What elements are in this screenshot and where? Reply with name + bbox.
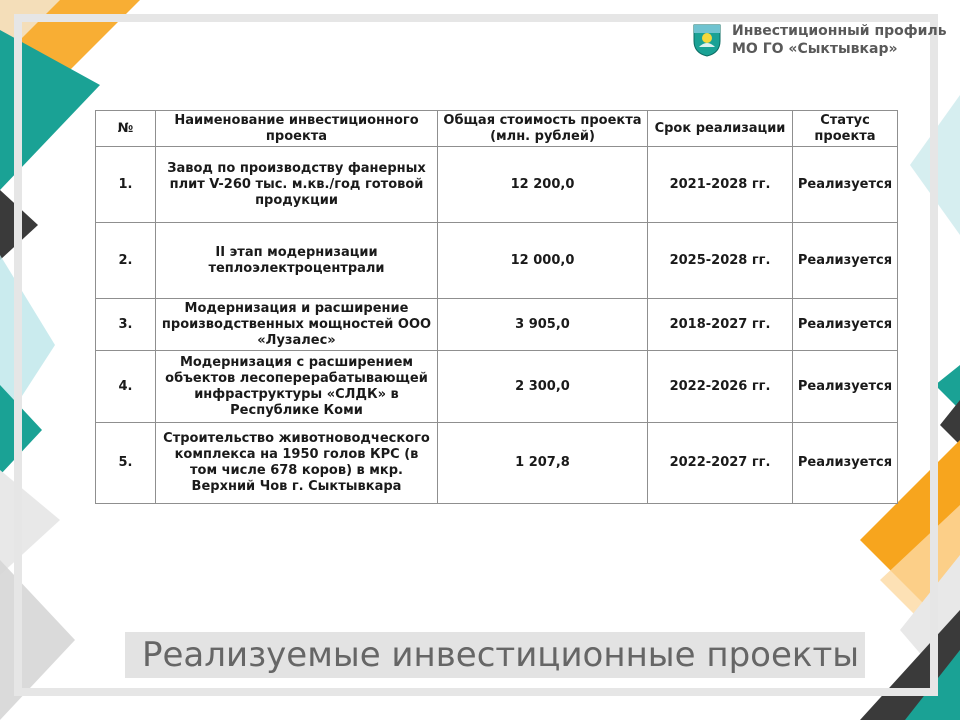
table-header-row (96, 111, 898, 147)
cell-project-name: II этап модернизации теплоэлектроцентрали (156, 223, 438, 299)
cell-project-name: Модернизация с расширением объектов лесоперерабатывающей инфраструктуры «СЛДК» в Республике Коми (156, 351, 438, 423)
cell-number: 4. (96, 351, 156, 423)
cell-number: 2. (96, 223, 156, 299)
table-row (96, 299, 898, 351)
cell-project-name: Строительство животноводческого комплекса на 1950 голов КРС (в том числе 678 коров) в мкр. Верхний Чов г. Сыктывкара (156, 423, 438, 504)
cell-cost: 2 300,0 (438, 351, 648, 423)
cell-project-name: Модернизация и расширение производственных мощностей ООО «Лузалес» (156, 299, 438, 351)
header-project-name: Наименование инвестиционного проекта (156, 111, 438, 147)
header-cost: Общая стоимость проекта (млн. рублей) (438, 111, 648, 147)
cell-term: 2018-2027 гг. (648, 299, 793, 351)
cell-status: Реализуется (793, 299, 898, 351)
table-row (96, 147, 898, 223)
cell-status: Реализуется (793, 423, 898, 504)
header-title-line2: МО ГО «Сыктывкар» (732, 41, 898, 57)
cell-cost: 12 000,0 (438, 223, 648, 299)
header-number: № (96, 111, 156, 147)
cell-term: 2025-2028 гг. (648, 223, 793, 299)
cell-number: 5. (96, 423, 156, 504)
cell-number: 1. (96, 147, 156, 223)
table-row (96, 223, 898, 299)
slide-header (692, 20, 952, 62)
header-title-line1: Инвестиционный профиль (732, 23, 947, 39)
cell-cost: 12 200,0 (438, 147, 648, 223)
cell-cost: 1 207,8 (438, 423, 648, 504)
cell-term: 2021-2028 гг. (648, 147, 793, 223)
coat-of-arms-icon (692, 23, 722, 57)
table-row (96, 423, 898, 504)
cell-status: Реализуется (793, 147, 898, 223)
cell-project-name: Завод по производству фанерных плит V-260 тыс. м.кв./год готовой продукции (156, 147, 438, 223)
header-term: Срок реализации (648, 111, 793, 147)
cell-status: Реализуется (793, 351, 898, 423)
cell-term: 2022-2026 гг. (648, 351, 793, 423)
slide-title: Реализуемые инвестиционные проекты (142, 635, 860, 675)
cell-cost: 3 905,0 (438, 299, 648, 351)
cell-status: Реализуется (793, 223, 898, 299)
cell-number: 3. (96, 299, 156, 351)
header-status: Статус проекта (793, 111, 898, 147)
header-title (732, 22, 947, 58)
investment-projects-table (95, 110, 898, 504)
cell-term: 2022-2027 гг. (648, 423, 793, 504)
table-row (96, 351, 898, 423)
